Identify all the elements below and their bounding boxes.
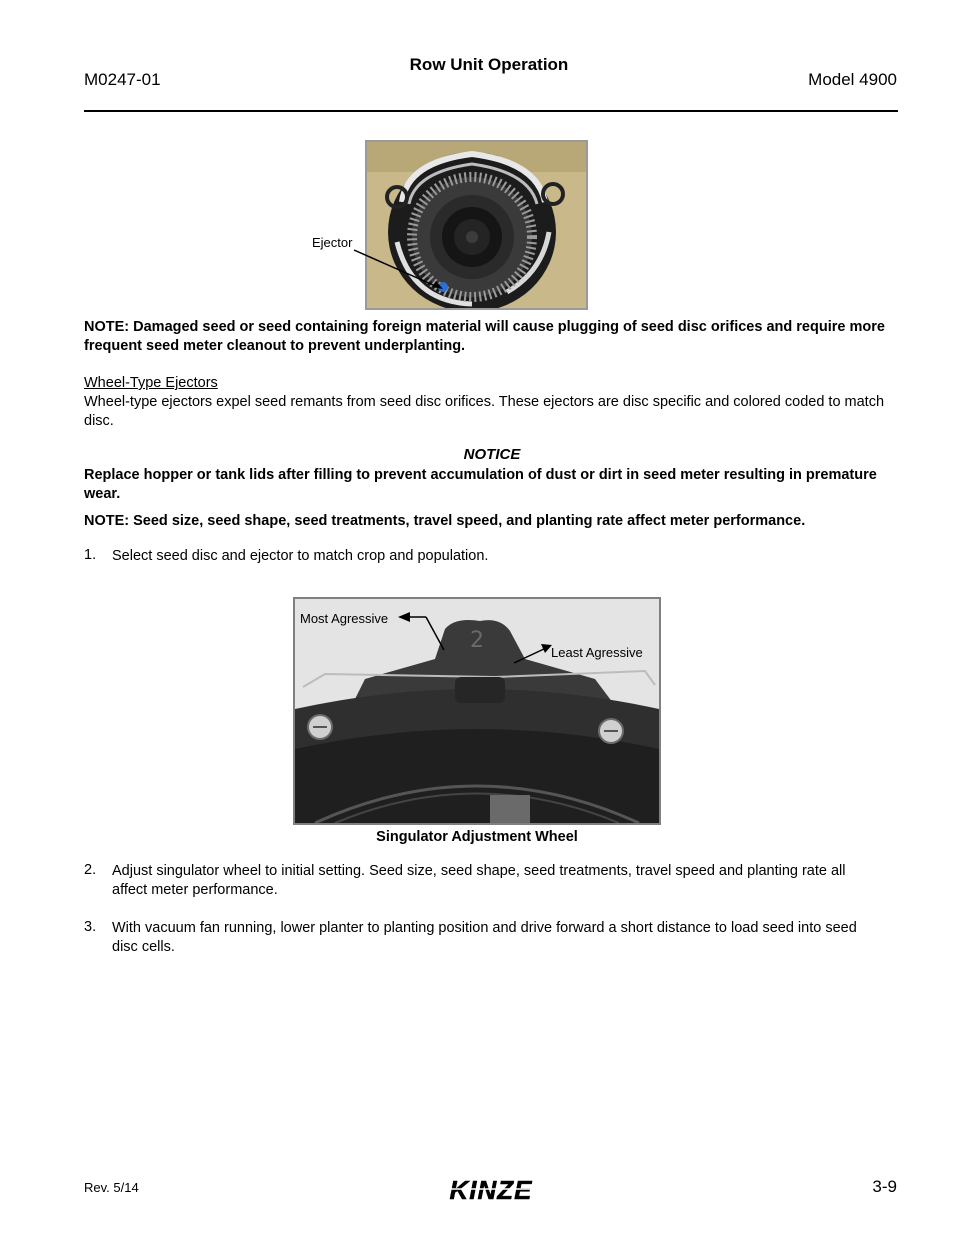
ejector-callout-arrow — [340, 240, 460, 300]
section-title: Row Unit Operation — [409, 55, 569, 74]
document-number: M0247-01 — [84, 70, 161, 89]
wheel-ejectors-body: Wheel-type ejectors expel seed remants from seed disc orifices. These ejectors are disc specific and colored coded to match disc. — [84, 394, 885, 429]
svg-text:2: 2 — [470, 628, 484, 653]
note-meter-performance: NOTE: Seed size, seed shape, seed treatments, travel speed, and planting rate affect meter performance. — [84, 513, 806, 529]
most-agressive-callout: Most Agressive — [300, 611, 389, 626]
ejector-callout: Ejector — [312, 235, 353, 250]
step-2-number: 2. — [84, 862, 97, 878]
least-agressive-callout: Least Agressive — [551, 645, 643, 660]
step-1-text: Select seed disc and ejector to match crop and population. — [112, 548, 489, 564]
page-number: 3-9 — [872, 1177, 897, 1196]
notice-body: Replace hopper or tank lids after filling to prevent accumulation of dust or dirt in seed meter resulting in premature wear. — [84, 467, 877, 502]
step-3-number: 3. — [84, 919, 97, 935]
kinze-logo — [431, 1177, 551, 1210]
singulator-callout-arrows — [396, 608, 556, 668]
step-1-number: 1. — [84, 547, 97, 563]
figure-caption: Singulator Adjustment Wheel — [376, 829, 578, 845]
model-label: Model 4900 — [808, 70, 897, 89]
header-rule — [84, 110, 898, 112]
note-damaged-seed: NOTE: Damaged seed or seed containing foreign material will cause plugging of seed disc orifices and require more frequent seed meter cleanout to prevent underplanting. — [84, 319, 885, 354]
step-2-text: Adjust singulator wheel to initial setting. Seed size, seed shape, seed treatments, travel speed and planting rate all affect meter performance. — [112, 863, 846, 898]
logo-text: KINZE — [449, 1177, 533, 1205]
wheel-ejectors-heading: Wheel-Type Ejectors — [84, 375, 218, 391]
step-3-text: With vacuum fan running, lower planter to planting position and drive forward a short distance to load seed into seed disc cells. — [112, 920, 857, 955]
revision-label: Rev. 5/14 — [84, 1180, 139, 1195]
notice-label: NOTICE — [463, 446, 521, 463]
